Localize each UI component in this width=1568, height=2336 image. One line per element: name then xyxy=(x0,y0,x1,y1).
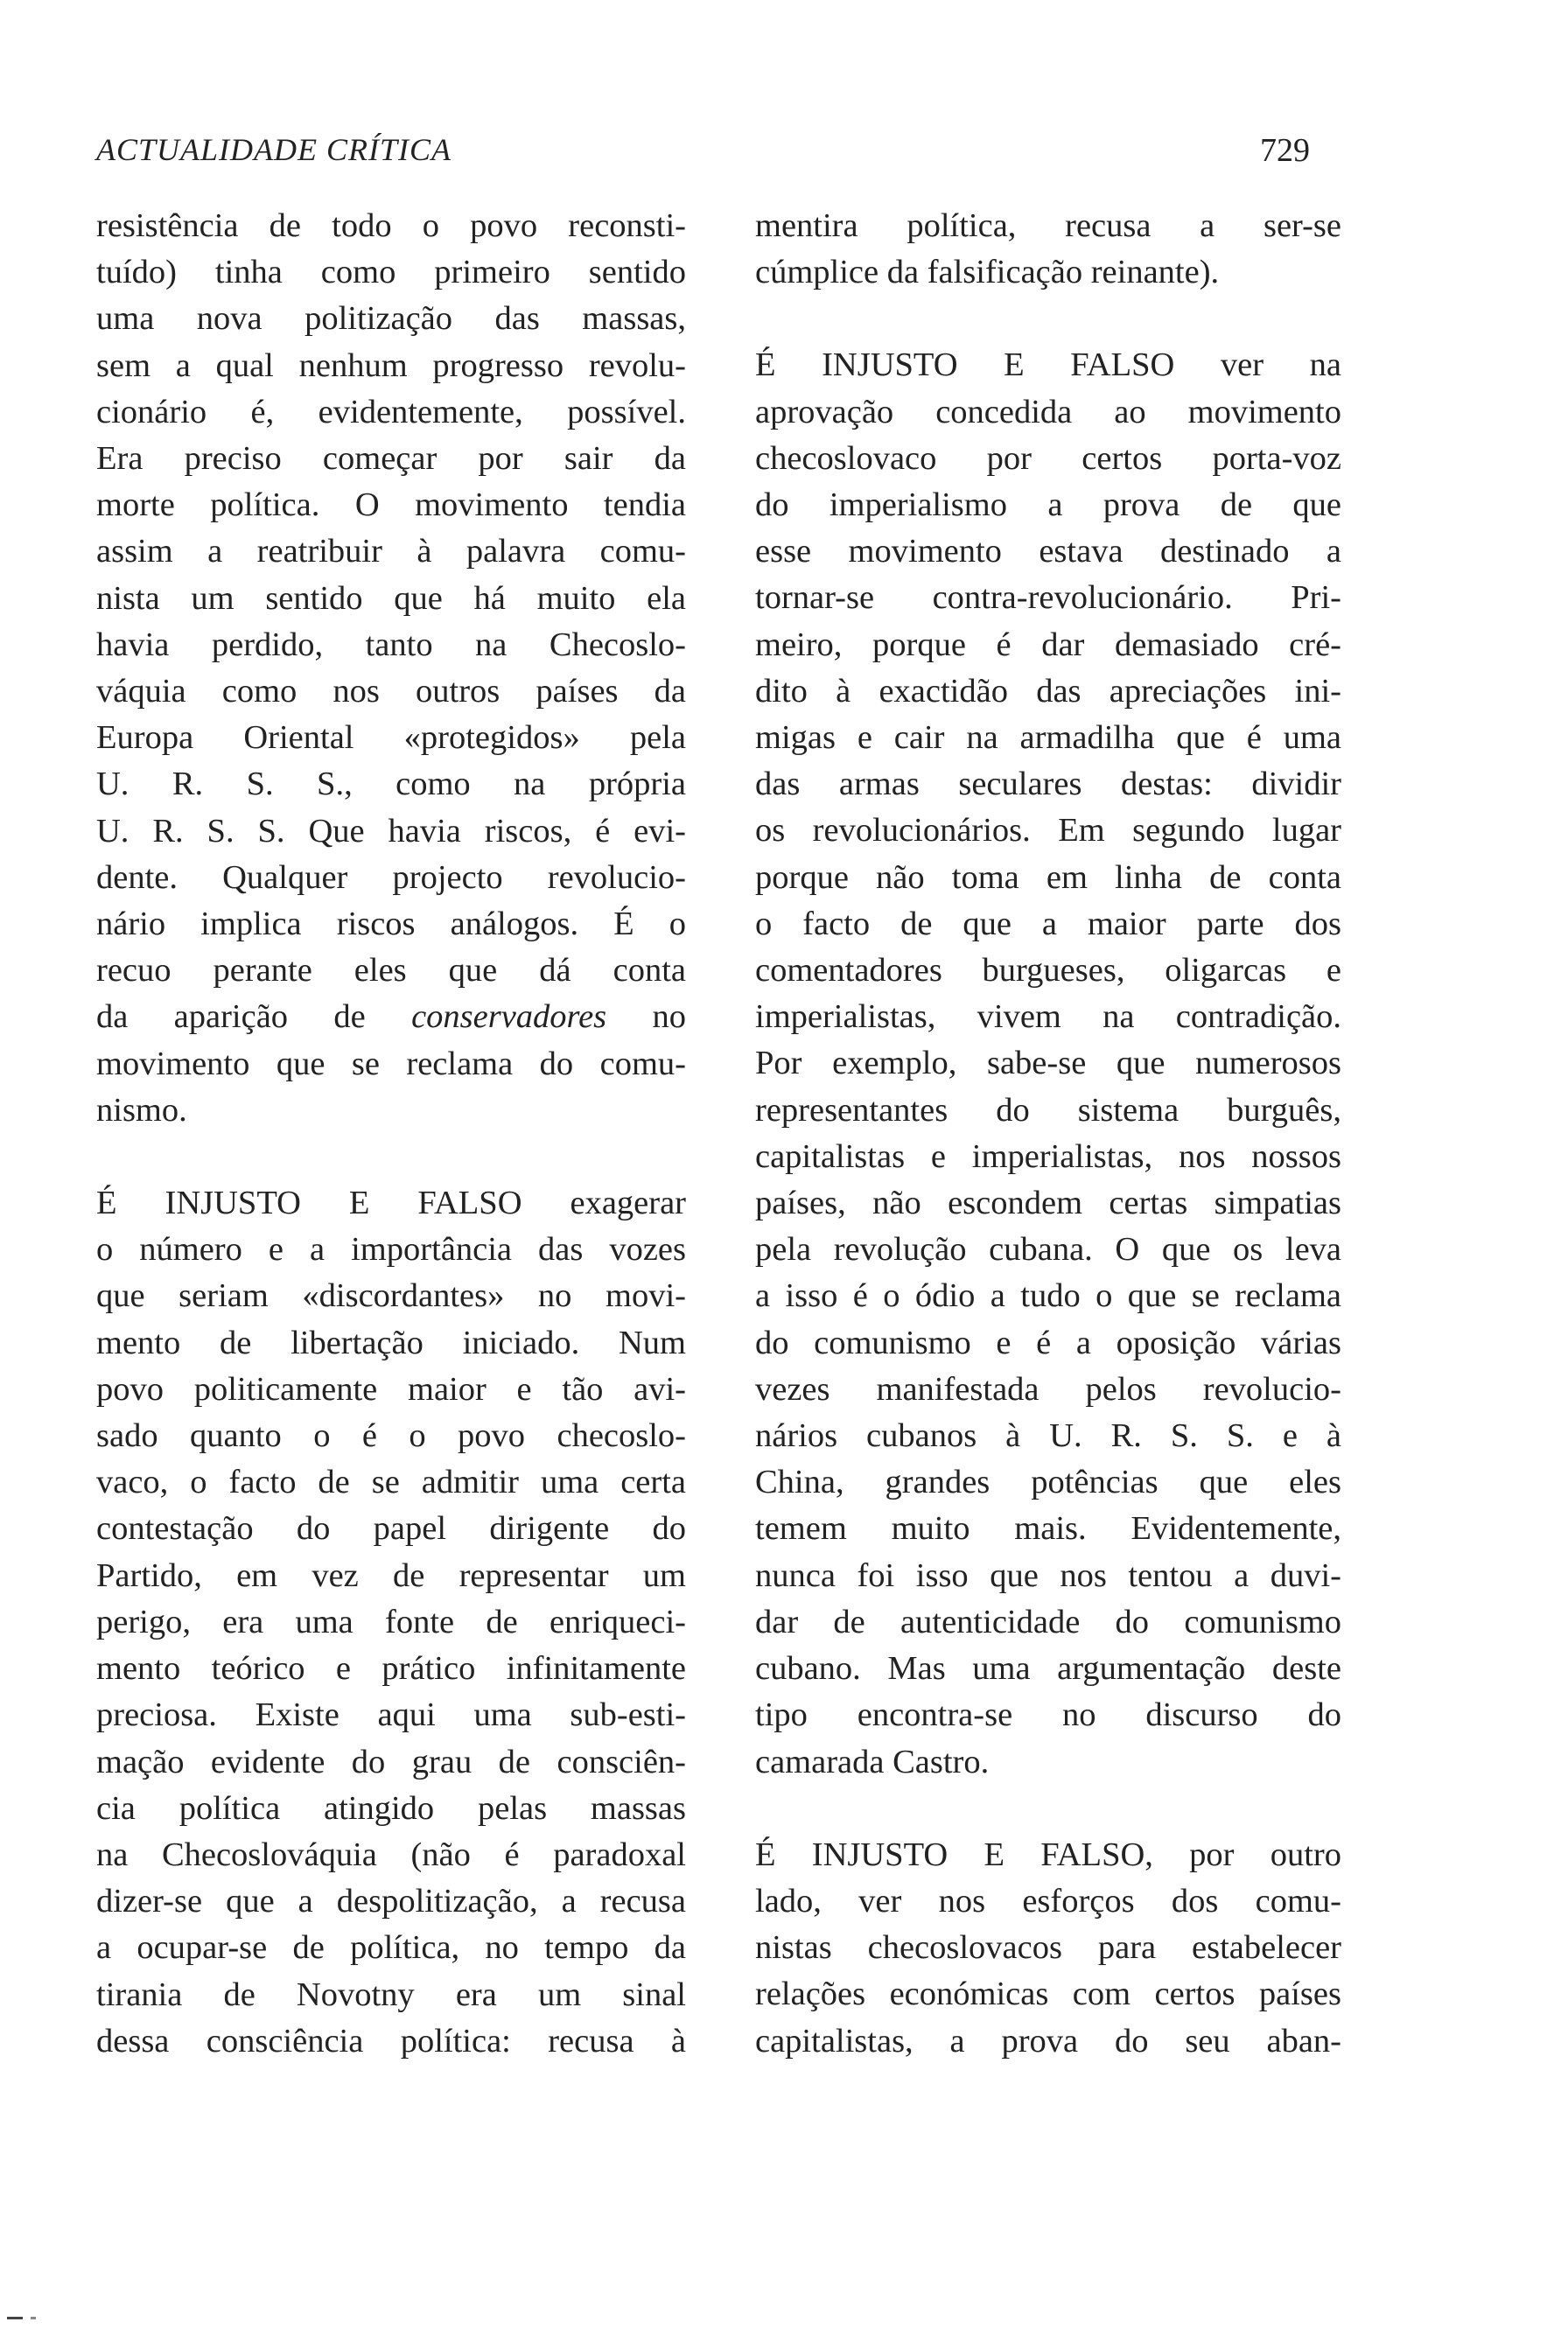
paragraph xyxy=(96,203,686,1134)
text-line: havia perdido, tanto na Checoslo- xyxy=(96,626,686,663)
paragraph-gap xyxy=(755,296,1341,342)
text-line: nismo. xyxy=(96,1091,187,1129)
text-line: representantes do sistema burguês, xyxy=(755,1091,1341,1129)
text-line: Partido, em vez de representar um xyxy=(96,1556,686,1594)
text-line: resistência de todo o povo reconsti- xyxy=(96,207,686,244)
text-line: cia política atingido pelas massas xyxy=(96,1789,686,1827)
text-line: tornar-se contra-revolucionário. Pri- xyxy=(755,579,1341,617)
text-line: Era preciso começar por sair da xyxy=(96,440,686,478)
running-head: ACTUALIDADE CRÍTICA xyxy=(96,132,452,167)
paragraph-gap xyxy=(96,1134,686,1180)
text-line: cionário é, evidentemente, possível. xyxy=(96,393,686,430)
text-line: Por exemplo, sabe-se que numerosos xyxy=(755,1045,1341,1082)
text-line: recuo perante eles que dá conta xyxy=(96,952,686,990)
text-line: preciosa. Existe aqui uma sub-esti- xyxy=(96,1696,686,1734)
text-line: tuído) tinha como primeiro sentido xyxy=(96,254,686,291)
text-line: cúmplice da falsificação reinante). xyxy=(755,254,1220,291)
scan-speck xyxy=(7,2317,60,2319)
text-line: a ocupar-se de política, no tempo da xyxy=(96,1929,686,1967)
text-line: países, não escondem certas simpatias xyxy=(755,1185,1341,1222)
text-line: mação evidente do grau de consciên- xyxy=(96,1743,686,1780)
page-number: 729 xyxy=(1260,132,1310,169)
text-line: mento de libertação iniciado. Num xyxy=(96,1324,686,1361)
text-line: camarada Castro. xyxy=(755,1743,990,1780)
text-line: porque não toma em linha de conta xyxy=(755,858,1341,896)
text-line: das armas seculares destas: dividir xyxy=(755,766,1341,803)
text-line: Europa Oriental «protegidos» pela xyxy=(96,719,686,757)
text-line: movimento que se reclama do comu- xyxy=(96,1045,686,1082)
paragraph-gap xyxy=(755,1786,1341,1832)
text-line: que seriam «discordantes» no movi- xyxy=(96,1277,686,1315)
text-line: assim a reatribuir à palavra comu- xyxy=(96,533,686,570)
text-line: capitalistas e imperialistas, nos nossos xyxy=(755,1137,1341,1175)
text-line: temem muito mais. Evidentemente, xyxy=(755,1510,1341,1548)
text-line: China, grandes potências que eles xyxy=(755,1464,1341,1501)
text-line: comentadores burgueses, oligarcas e xyxy=(755,952,1341,990)
text-line: tipo encontra-se no discurso do xyxy=(755,1696,1341,1734)
paragraph xyxy=(755,342,1341,1785)
text-line: povo politicamente maior e tão avi- xyxy=(96,1370,686,1408)
text-line: do comunismo e é a oposição várias xyxy=(755,1324,1341,1361)
right-column xyxy=(755,203,1341,2065)
text-line: U. R. S. S., como na própria xyxy=(96,766,686,803)
text-line: dizer-se que a despolitização, a recusa xyxy=(96,1883,686,1920)
text-line: nistas checoslovacos para estabelecer xyxy=(755,1929,1341,1967)
text-line: dar de autenticidade do comunismo xyxy=(755,1603,1341,1640)
text-line: lado, ver nos esforços dos comu- xyxy=(755,1882,1341,1920)
left-column xyxy=(96,203,686,2065)
text-line: dente. Qualquer projecto revolucio- xyxy=(96,858,686,896)
paragraph xyxy=(755,1832,1341,2065)
text-line: U. R. S. S. Que havia riscos, é evi- xyxy=(96,812,686,850)
text-line: contestação do papel dirigente do xyxy=(96,1510,686,1548)
text-line: nários cubanos à U. R. S. S. e à xyxy=(755,1417,1341,1455)
text-line: capitalistas, a prova do seu aban- xyxy=(755,2022,1341,2060)
text-line: váquia como nos outros países da xyxy=(96,673,686,710)
text-line: perigo, era uma fonte de enriqueci- xyxy=(96,1603,686,1640)
text-line: É INJUSTO E FALSO ver na xyxy=(755,346,1341,384)
text-line: na Checoslováquia (não é paradoxal xyxy=(96,1836,686,1873)
text-line: mentira política, recusa a ser-se xyxy=(755,207,1341,244)
text-line: uma nova politização das massas, xyxy=(96,300,686,338)
text-line: aprovação concedida ao movimento xyxy=(755,393,1341,430)
text-line: É INJUSTO E FALSO exagerar xyxy=(96,1185,686,1222)
text-line: sem a qual nenhum progresso revolu- xyxy=(96,346,686,384)
paragraph xyxy=(755,203,1341,296)
text-line: os revolucionários. Em segundo lugar xyxy=(755,812,1341,850)
text-line: nista um sentido que há muito ela xyxy=(96,579,686,617)
text-line: mento teórico e prático infinitamente xyxy=(96,1650,686,1688)
text-line: migas e cair na armadilha que é uma xyxy=(755,719,1341,757)
text-line: sado quanto o é o povo checoslo- xyxy=(96,1417,686,1455)
text-line: a isso é o ódio a tudo o que se reclama xyxy=(755,1277,1341,1315)
text-line: morte política. O movimento tendia xyxy=(96,486,686,524)
text-line: do imperialismo a prova de que xyxy=(755,486,1341,524)
text-line: relações económicas com certos países xyxy=(755,1976,1341,2013)
text-line: da aparição de conservadores no xyxy=(96,998,687,1036)
text-line: o facto de que a maior parte dos xyxy=(755,905,1341,942)
text-line: vaco, o facto de se admitir uma certa xyxy=(96,1464,686,1501)
text-line: pela revolução cubana. O que os leva xyxy=(755,1231,1341,1269)
text-line: imperialistas, vivem na contradição. xyxy=(755,998,1341,1036)
text-line: nário implica riscos análogos. É o xyxy=(96,906,686,943)
text-line: esse movimento estava destinado a xyxy=(755,533,1341,570)
text-line: vezes manifestada pelos revolucio- xyxy=(755,1370,1341,1408)
text-line: dito à exactidão das apreciações ini- xyxy=(755,672,1341,710)
text-line: meiro, porque é dar demasiado cré- xyxy=(755,626,1341,663)
text-line: o número e a importância das vozes xyxy=(96,1231,686,1269)
text-line: dessa consciência política: recusa à xyxy=(96,2022,686,2060)
text-line: É INJUSTO E FALSO, por outro xyxy=(755,1836,1341,1873)
paragraph xyxy=(96,1180,686,2065)
text-line: cubano. Mas uma argumentação deste xyxy=(755,1650,1341,1688)
text-line: checoslovaco por certos porta-voz xyxy=(755,439,1341,477)
text-line: nunca foi isso que nos tentou a duvi- xyxy=(755,1556,1341,1594)
text-line: tirania de Novotny era um sinal xyxy=(96,1976,686,2013)
emphasis: conservadores xyxy=(411,998,607,1036)
